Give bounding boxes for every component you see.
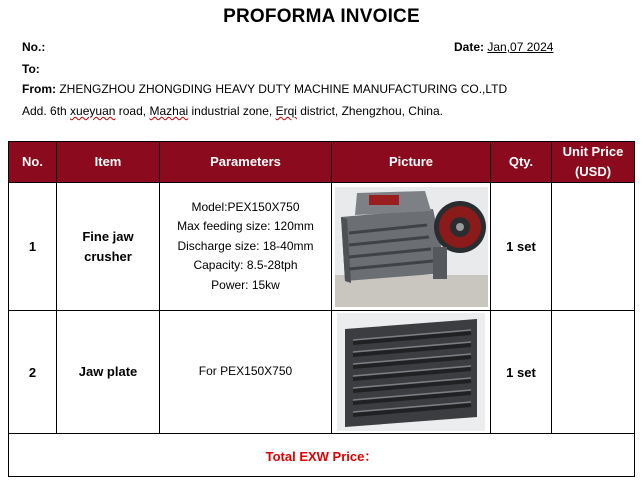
table-header-row (9, 142, 635, 183)
param-discharge-size: Discharge size: 18-40mm (177, 238, 314, 253)
address-zone: industrial zone, (191, 104, 273, 118)
jaw-crusher-machine-photo (335, 187, 488, 307)
from-label: From: (22, 82, 56, 96)
address-suffix: district, Zhengzhou, China. (300, 104, 443, 118)
row-number: 1 (9, 183, 57, 311)
quantity: 1 set (491, 311, 552, 434)
from-value: ZHENGZHOU ZHONGDING HEAVY DUTY MACHINE MANUFACTURING CO.,LTD (59, 82, 508, 96)
invoice-table (8, 141, 635, 477)
column-header-item: Item (57, 142, 160, 183)
unit-price-value (552, 311, 635, 434)
from-line (22, 82, 507, 96)
address-road: road, (118, 104, 147, 118)
param-power: Power: 15kw (211, 277, 280, 292)
quantity: 1 set (491, 183, 552, 311)
unit-price-currency: (USD) (574, 164, 612, 179)
param-feeding-size: Max feeding size: 120mm (177, 219, 314, 234)
date-value: Jan,07 2024 (487, 40, 554, 54)
document-title: PROFORMA INVOICE (223, 6, 420, 27)
unit-price-value (552, 183, 635, 311)
unit-price-label: Unit Price (562, 144, 624, 159)
invoice-no-label: No.: (22, 40, 46, 54)
total-exw-price-label: Total EXW Price： (9, 434, 635, 477)
column-header-no: No. (9, 142, 57, 183)
parameters-cell: For PEX150X750 (160, 311, 332, 434)
address-prefix: Add. 6th (22, 104, 67, 118)
address-line (22, 104, 443, 118)
address-word-mazhai: Mazhai (149, 104, 189, 118)
column-header-picture: Picture (332, 142, 491, 183)
column-header-unit-price (552, 142, 635, 183)
address-word-xueyuan: xueyuan (70, 104, 116, 118)
item-name: Jaw plate (57, 311, 160, 434)
total-row (9, 434, 635, 477)
picture-cell (332, 183, 491, 311)
address-word-erqi: Erqi (275, 104, 297, 118)
jaw-plate-photo (337, 313, 485, 431)
picture-cell (332, 311, 491, 434)
table-row (9, 311, 635, 434)
column-header-parameters: Parameters (160, 142, 332, 183)
to-label: To: (22, 62, 40, 76)
param-capacity: Capacity: 8.5-28tph (193, 258, 298, 273)
item-name-line: crusher (84, 248, 132, 264)
column-header-qty: Qty. (491, 142, 552, 183)
item-name-line: Fine jaw (82, 228, 134, 244)
date-field (454, 40, 553, 54)
parameters-cell (160, 183, 332, 311)
param-model: Model:PEX150X750 (191, 199, 300, 214)
item-name (57, 183, 160, 311)
row-number: 2 (9, 311, 57, 434)
table-row (9, 183, 635, 311)
date-label: Date: (454, 40, 485, 54)
